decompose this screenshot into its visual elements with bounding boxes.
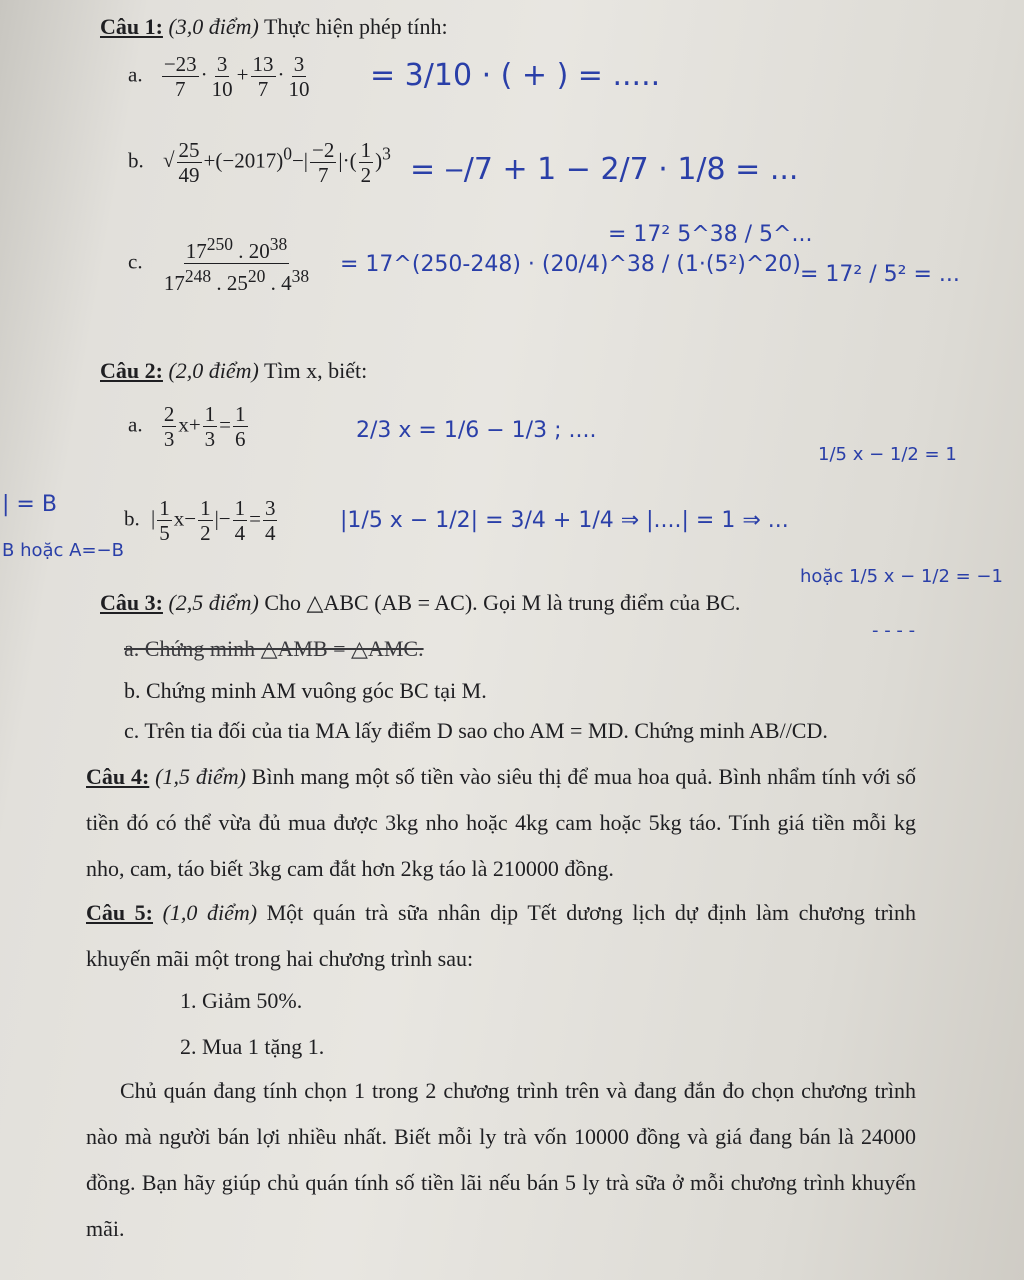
q3-points: (2,5 điểm)	[168, 590, 259, 615]
q1a-expression: a. $\frac{-23}{7}$ · $\frac{3}{10}$ + $\frac{13}{7}$ · $\frac{3}{10}$	[128, 52, 310, 101]
q4-title: Câu 4:	[86, 764, 150, 789]
q1b-label: b.	[128, 148, 144, 173]
q4-block	[86, 754, 916, 892]
q1c-handwritten-step-3: = 17² / 5² = ...	[800, 262, 960, 287]
q1b-handwritten-answer: = ‒/7 + 1 − 2/7 · 1/8 = ...	[410, 152, 799, 187]
q1c-expression: c. $\frac{17^{250} . 20^{38}}{17^{248} . 25^{20} . 4^{38}}$	[128, 234, 310, 295]
q3-heading	[100, 590, 740, 616]
q2-points: (2,0 điểm)	[168, 358, 259, 383]
q1c-handwritten-step-2: = 17² 5^38 / 5^...	[608, 222, 813, 247]
q2-heading	[100, 358, 367, 384]
q5-title: Câu 5:	[86, 900, 154, 925]
q1c-label: c.	[128, 249, 143, 274]
q2b-label: b.	[124, 506, 140, 531]
q1-instruction: Thực hiện phép tính:	[263, 14, 448, 39]
q5-option-2: 2. Mua 1 tặng 1.	[180, 1034, 325, 1059]
q1c-handwritten-step-1: = 17^(250-248) · (20/4)^38 / (1·(5²)^20)	[340, 252, 801, 277]
q1a-label: a.	[128, 62, 143, 87]
q2a-expression: a. $\frac{2}{3}$ x+ $\frac{1}{3}$ = $\frac{1}{6}$	[128, 402, 246, 451]
q4-text: Bình mang một số tiền vào siêu thị để mua hoa quả. Bình nhẩm tính với số tiền đó có thể vừa đủ mua được 3kg nho hoặc 4kg cam hoặc 5kg táo. Tính giá tiền mỗi kg nho, cam, táo biết 3kg cam đắt hơn 2kg táo là 210000 đồng.	[86, 764, 917, 881]
q5-text-2: Chủ quán đang tính chọn 1 trong 2 chương trình trên và đang đắn đo chọn chương trình nào mà người bán lợi nhiều nhất. Biết mỗi ly trà vốn 10000 đồng và giá đang bán là 24000 đồng. Bạn hãy giúp chủ quán tính số tiền lãi nếu bán 5 ly trà sữa ở mỗi chương trình khuyến mãi.	[86, 1078, 916, 1241]
q2b-left-note-1: | = B	[2, 492, 57, 517]
q2-title: Câu 2:	[100, 358, 163, 383]
q3-title: Câu 3:	[100, 590, 163, 615]
q4-points: (1,5 điểm)	[155, 764, 246, 789]
q2-instruction: Tìm x, biết:	[263, 358, 368, 383]
q3c-text: c. Trên tia đối của tia MA lấy điểm D sao cho AM = MD. Chứng minh AB//CD.	[124, 718, 828, 743]
q3a-text: a. Chứng minh △AMB = △AMC.	[124, 636, 424, 661]
q2a-handwritten-answer: 2/3 x = 1/6 − 1/3 ; ....	[356, 418, 597, 443]
q5-points: (1,0 điểm)	[162, 900, 258, 925]
q5-option-1: 1. Giảm 50%.	[180, 988, 303, 1013]
q2a-label: a.	[128, 412, 143, 437]
q2b-expression: b. | $\frac{1}{5}$ x− $\frac{1}{2}$ |− $\frac{1}{4}$ = $\frac{3}{4}$	[124, 496, 276, 545]
q3-text: Cho △ABC (AB = AC). Gọi M là trung điểm của BC.	[264, 590, 741, 615]
q2a-margin-note: 1/5 x − 1/2 = 1	[818, 444, 957, 465]
q1b-expression: b. √ $\frac{25}{49}$ $+(-2017)^0-|$ $\frac{-2}{7}$ |·( $\frac{1}{2}$ )$^3$	[128, 138, 391, 187]
q3b-text: b. Chứng minh AM vuông góc BC tại M.	[124, 678, 487, 703]
q2b-dots: - - - -	[872, 620, 916, 641]
q2b-right-note: hoặc 1/5 x − 1/2 = −1	[800, 566, 1003, 587]
q1a-handwritten-answer: = 3/10 · ( + ) = .....	[370, 58, 661, 93]
q5-text: Một quán trà sữa nhân dịp Tết dương lịch dự định làm chương trình khuyến mãi một trong hai chương trình sau:	[86, 900, 917, 971]
q1-heading	[100, 14, 448, 40]
q1-points: (3,0 điểm)	[168, 14, 259, 39]
q2b-handwritten-answer: |1/5 x − 1/2| = 3/4 + 1/4 ⇒ |....| = 1 ⇒ ...	[340, 508, 789, 533]
q1-title: Câu 1:	[100, 14, 163, 39]
q5-block	[86, 890, 916, 982]
q2b-left-note-2: B hoặc A=−B	[2, 540, 124, 561]
